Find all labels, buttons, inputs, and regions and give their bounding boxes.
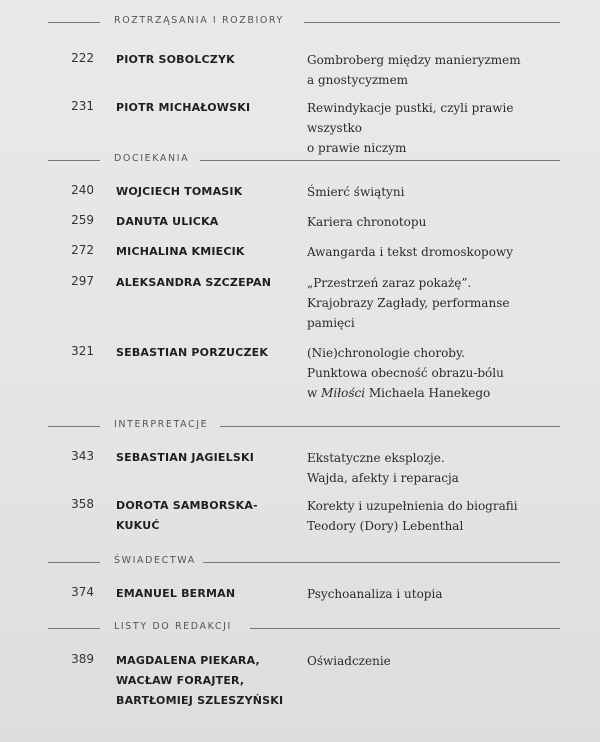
author: [116, 651, 296, 711]
page-number: 259: [71, 213, 94, 227]
section-rule-left: [48, 628, 100, 629]
title-line: Rewindykacje pustki, czyli prawie wszystko: [307, 101, 514, 135]
title-line: Teodory (Dory) Lebenthal: [307, 519, 464, 533]
author-line: SEBASTIAN JAGIELSKI: [116, 451, 254, 464]
author: [116, 273, 296, 293]
article-title: [307, 98, 557, 158]
title-line: Punktowa obecność obrazu-bólu: [307, 366, 504, 380]
page-number: 222: [71, 51, 94, 65]
section-label: ŚWIADECTWA: [114, 555, 196, 566]
article-title: [307, 584, 557, 604]
article-title: [307, 242, 557, 262]
article-title: [307, 182, 557, 202]
page-number: 358: [71, 497, 94, 511]
section-header-dociekania: [48, 151, 560, 171]
section-rule-right: [203, 562, 560, 563]
section-header-swiadectwa: [48, 553, 560, 573]
title-fragment: Michaela Hanekego: [365, 386, 491, 400]
page-number: 321: [71, 344, 94, 358]
title-fragment: w: [307, 386, 322, 400]
section-label: DOCIEKANIA: [114, 153, 190, 164]
author: [116, 242, 296, 262]
page-number: 231: [71, 99, 94, 113]
title-line: „Przestrzeń zaraz pokażę”.: [307, 276, 472, 290]
author-line: DANUTA ULICKA: [116, 215, 219, 228]
author: [116, 343, 296, 363]
title-line: Oświadczenie: [307, 654, 391, 668]
title-line: a gnostycyzmem: [307, 73, 409, 87]
author-line: EMANUEL BERMAN: [116, 587, 236, 600]
page-number: 389: [71, 652, 94, 666]
page-number: 343: [71, 449, 94, 463]
author: [116, 584, 296, 604]
article-title: [307, 651, 557, 671]
section-rule-right: [250, 628, 560, 629]
title-line: Korekty i uzupełnienia do biografii: [307, 499, 518, 513]
author-line: PIOTR MICHAŁOWSKI: [116, 101, 251, 114]
section-rule-left: [48, 562, 100, 563]
page-number: 297: [71, 274, 94, 288]
author: [116, 182, 296, 202]
author: [116, 50, 296, 70]
section-rule-left: [48, 22, 100, 23]
article-title: [307, 496, 557, 536]
page-number: 240: [71, 183, 94, 197]
author: [116, 212, 296, 232]
page-number: 272: [71, 243, 94, 257]
title-line: Śmierć świątyni: [307, 185, 405, 199]
article-title: [307, 273, 557, 333]
author: [116, 448, 296, 468]
author-line: ALEKSANDRA SZCZEPAN: [116, 276, 272, 289]
title-line: Gombroberg między manieryzmem: [307, 53, 521, 67]
title-italic-fragment: Miłości: [321, 386, 366, 400]
section-rule-right: [220, 426, 560, 427]
page-number: 374: [71, 585, 94, 599]
title-line: pamięci: [307, 316, 355, 330]
author-line: DOROTA SAMBORSKA-KUKUĆ: [116, 499, 258, 532]
section-label: INTERPRETACJE: [114, 419, 209, 430]
author-line: WOJCIECH TOMASIK: [116, 185, 243, 198]
author: [116, 98, 296, 118]
title-line: Psychoanaliza i utopia: [307, 587, 443, 601]
title-line: (Nie)chronologie choroby.: [307, 346, 465, 360]
section-rule-left: [48, 160, 100, 161]
section-rule-right: [200, 160, 560, 161]
section-rule-right: [304, 22, 560, 23]
title-line: Kariera chronotopu: [307, 215, 427, 229]
title-line: [307, 386, 490, 400]
section-label: LISTY DO REDAKCJI: [114, 621, 232, 632]
section-header-roztrzasania: [48, 13, 560, 33]
author-line: MICHALINA KMIECIK: [116, 245, 245, 258]
section-header-interpretacje: [48, 417, 560, 437]
title-line: Krajobrazy Zagłady, performanse: [307, 296, 510, 310]
author-line: MAGDALENA PIEKARA,: [116, 654, 260, 667]
author: [116, 496, 296, 536]
article-title: [307, 212, 557, 232]
title-line: Wajda, afekty i reparacja: [307, 471, 459, 485]
article-title: [307, 50, 557, 90]
author-line: BARTŁOMIEJ SZLESZYŃSKI: [116, 694, 284, 707]
article-title: [307, 448, 557, 488]
article-title: [307, 343, 557, 403]
author-line: SEBASTIAN PORZUCZEK: [116, 346, 269, 359]
author-line: PIOTR SOBOLCZYK: [116, 53, 235, 66]
author-line: WACŁAW FORAJTER,: [116, 674, 245, 687]
title-line: Ekstatyczne eksplozje.: [307, 451, 445, 465]
section-header-listy: [48, 619, 560, 639]
section-label: ROZTRZĄSANIA I ROZBIORY: [114, 15, 284, 26]
title-line: o prawie niczym: [307, 141, 407, 155]
title-line: Awangarda i tekst dromoskopowy: [307, 245, 514, 259]
section-rule-left: [48, 426, 100, 427]
